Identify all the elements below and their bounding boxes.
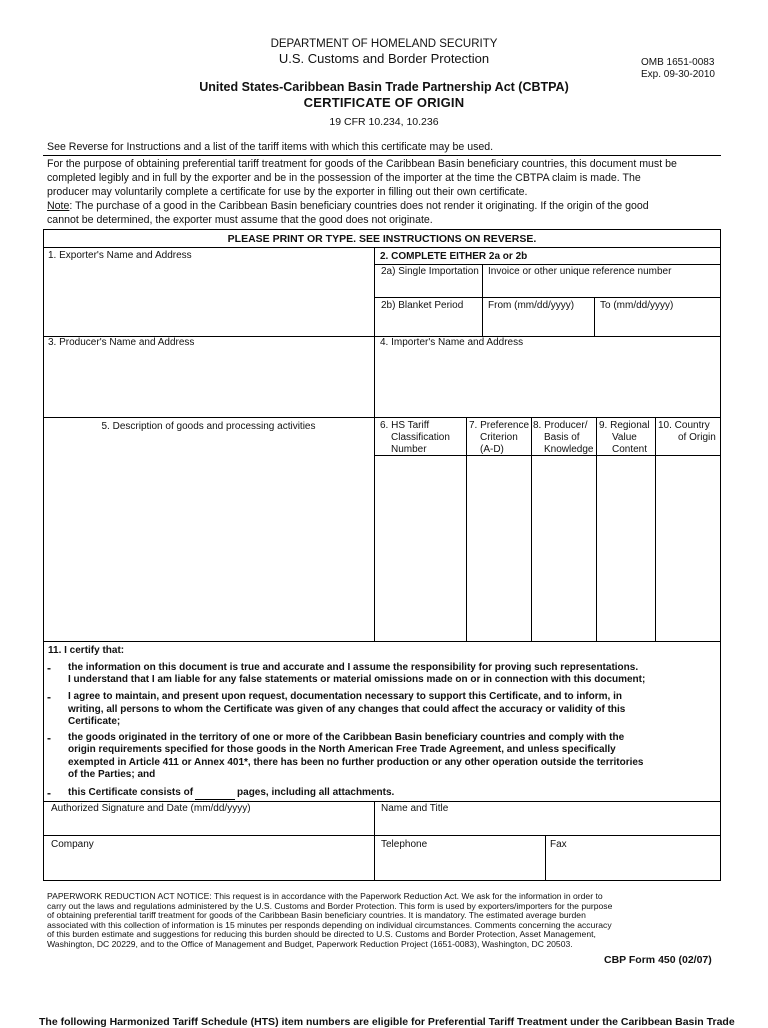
exporter-field[interactable]: 1. Exporter's Name and Address [48,250,192,261]
complete-either-label: 2. COMPLETE EITHER 2a or 2b [380,251,528,262]
invoice-reference-field[interactable]: Invoice or other unique reference number [488,266,672,277]
print-notice: PLEASE PRINT OR TYPE. SEE INSTRUCTIONS ON REVERSE. [227,233,537,245]
description-header: 5. Description of goods and processing activities [101,421,316,432]
regional-value-header: 9. Regional Value Content [599,420,650,455]
paperwork-line-3: of obtaining preferential tariff treatment for goods of the Caribbean Basin beneficiary countries. It is mandatory. The estimated average burden [47,910,586,920]
certify-item-1-line-2: I understand that I am liable for any false statements or material omissions made on or in connection with this document; [68,674,646,685]
country-of-origin-entry[interactable] [656,456,720,640]
single-importation-field[interactable]: 2a) Single Importation [381,266,479,277]
cfr-reference: 19 CFR 10.234, 10.236 [329,116,439,128]
grid-line [43,247,721,248]
purpose-line-3: producer may voluntarily complete a certificate for use by the exporter in filling out their own certificate. [47,186,528,198]
form-top-border [43,229,721,230]
paperwork-line-6: Washington, DC 20229, and to the Office of Management and Budget, Paperwork Reduction Project (1651-0083), Washington, DC 20503. [47,938,573,949]
name-title-field[interactable]: Name and Title [381,803,449,814]
grid-line [374,297,721,298]
company-field[interactable]: Company [51,839,94,850]
preference-criterion-header: 7. Preference Criterion (A-D) [469,420,530,455]
authorized-signature-field[interactable]: Authorized Signature and Date (mm/dd/yyyy) [51,803,251,814]
blanket-period-field[interactable]: 2b) Blanket Period [381,300,464,311]
bullet-dash: - [47,690,51,704]
form-number: CBP Form 450 (02/07) [604,954,712,966]
producer-field[interactable]: 3. Producer's Name and Address [48,337,195,348]
certify-item-3-line-2: origin requirements specified for those goods in the North American Free Trade Agreement, and unless specifically [68,744,616,755]
hs-tariff-header: 6. HS Tariff Classification Number [380,420,450,455]
page-title: CERTIFICATE OF ORIGIN [303,95,465,110]
bullet-dash: - [47,661,51,675]
bullet-dash: - [47,731,51,745]
grid-divider [374,801,375,880]
grid-divider [594,297,595,336]
certify-item-2-line-3: Certificate; [68,716,121,727]
certify-item-1-line-1: the information on this document is true and accurate and I assume the responsibility for proving such representations. [68,662,639,673]
country-of-origin-header: 10. Country of Origin [658,420,716,443]
hts-footer-text: The following Harmonized Tariff Schedule (HTS) item numbers are eligible for Preferential Tariff Treatment under the Caribbean Basin Trade [39,1016,735,1028]
fax-field[interactable]: Fax [550,839,567,850]
certify-item-3-line-4: of the Parties; and [68,769,156,780]
preference-criterion-entry[interactable] [467,456,531,640]
expiration-date: Exp. 09-30-2010 [641,69,715,80]
importer-field[interactable]: 4. Importer's Name and Address [380,337,524,348]
hs-tariff-entry[interactable] [375,456,466,640]
bullet-dash: - [47,786,51,800]
purpose-line-1: For the purpose of obtaining preferential tariff treatment for goods of the Caribbean Basin beneficiary countries, this document must be [47,158,677,170]
grid-line [374,264,721,265]
grid-line [43,835,721,836]
telephone-field[interactable]: Telephone [381,839,428,850]
paperwork-line-2: carry out the laws and regulations administered by the U.S. Customs and Border Protection. This form is used by exporters/importers for the purpose [47,900,613,911]
purpose-line-2: completed legibly and in full by the exporter and be in the possession of the importer at the time the CBTPA claim is made. The [47,172,641,184]
page-count-input[interactable] [195,788,235,800]
paperwork-line-1: PAPERWORK REDUCTION ACT NOTICE: This request is in accordance with the Paperwork Reduction Act. We ask for the information in order to [47,891,603,901]
certify-heading: 11. I certify that: [48,645,125,656]
intro-divider [43,155,721,156]
certify-item-3-line-1: the goods originated in the territory of one or more of the Caribbean Basin beneficiary countries and comply with the [68,732,625,743]
grid-line [43,641,721,642]
note-line-2: cannot be determined, the exporter must assume that the good does not originate. [47,214,433,226]
form-left-border [43,229,44,881]
act-title: United States-Caribbean Basin Trade Partnership Act (CBTPA) [199,80,569,94]
grid-line [43,801,721,802]
omb-number: OMB 1651-0083 [641,57,715,68]
certify-item-2-line-2: writing, all persons to whom the Certificate was given of any changes that could affect the accuracy or validity of this [68,704,626,715]
department-heading: DEPARTMENT OF HOMELAND SECURITY [270,38,498,50]
agency-heading: U.S. Customs and Border Protection [278,51,490,66]
paperwork-line-5: of this burden estimate and suggestions for reducing this burden should be directed to U.S. Customs and Border Protection, Asset Management, [47,929,596,939]
grid-divider [545,835,546,880]
from-date-field[interactable]: From (mm/dd/yyyy) [488,300,575,311]
note-label: Note [47,200,70,212]
grid-line [43,417,721,418]
description-entry[interactable] [44,456,374,640]
to-date-field[interactable]: To (mm/dd/yyyy) [600,300,674,311]
see-reverse-text: See Reverse for Instructions and a list of the tariff items with which this certificate may be used. [47,141,494,153]
note-line-1 [47,200,649,213]
form-right-border [720,229,721,881]
grid-divider [482,264,483,336]
certify-item-4: this Certificate consists of pages, including all attachments. [68,787,395,798]
grid-line [43,880,721,881]
regional-value-entry[interactable] [597,456,655,640]
certify-item-2-line-1: I agree to maintain, and present upon request, documentation necessary to support this Certificate, and to inform, in [68,691,622,702]
producer-basis-entry[interactable] [532,456,596,640]
producer-basis-header: 8. Producer/ Basis of Knowledge [533,420,594,455]
note-text: : The purchase of a good in the Caribbean Basin beneficiary countries does not render it originating. If the origin of the good [69,200,649,212]
certify-item-3-line-3: exempted in Article 411 or Annex 401*, there has been no further production or any other operation outside the territories [68,757,644,768]
paperwork-line-4: associated with this collection of information is 15 minutes per responds depending on individual circumstances. Comments concerning the accuracy [47,919,612,930]
